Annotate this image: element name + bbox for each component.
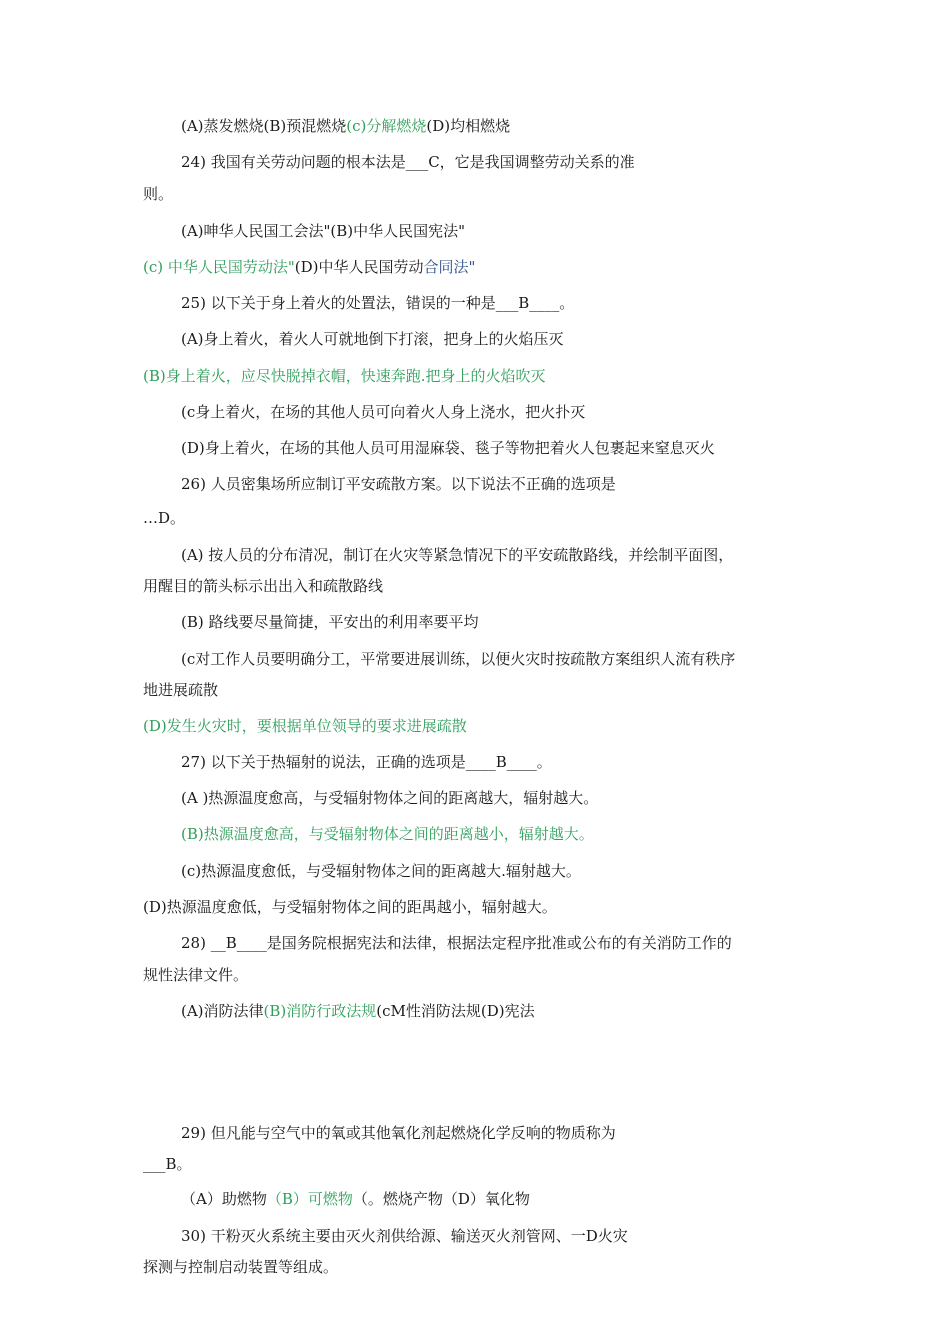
q29-stem: 29) 但凡能与空气中的氧或其他氧化剂起燃烧化学反响的物质称为 xyxy=(181,1124,616,1142)
q26-option-c: (c对工作人员要明确分工，平常要进展训练，以便火灾时按疏散方案组织人流有秩序 xyxy=(181,650,736,668)
q28-option-a: (A)消防法律 xyxy=(181,1002,264,1020)
q26-option-a: (A) 按人员的分布清况，制订在火灾等紧急情况下的平安疏散路线，并绘制平面图， xyxy=(181,546,734,564)
q27-option-b-answer: (B)热源温度愈高，与受辐射物体之间的距离越小，辐射越大。 xyxy=(181,825,594,843)
q26-stem-cont: …D。 xyxy=(143,509,186,527)
q24-options-a-b: (A)呻华人民国工会法"(B)中华人民国宪法" xyxy=(181,222,466,240)
q27-option-c: (c)热源温度愈低，与受辐射物体之间的距离越大.辐射越大。 xyxy=(181,862,581,880)
q25-option-a: (A)身上着火，着火人可就地倒下打滚，把身上的火焰压灭 xyxy=(181,330,564,348)
q24-options-c-d xyxy=(143,257,475,277)
q24-option-d-part1: (D)中华人民国劳动 xyxy=(294,258,424,276)
q28-option-b-answer: (B)消防行政法规 xyxy=(263,1002,377,1020)
q26-option-d-answer: (D)发生火灾时，要根据单位领导的要求进展疏散 xyxy=(143,717,467,735)
q26-option-c-cont: 地进展疏散 xyxy=(143,681,219,699)
q25-stem: 25) 以下关于身上着火的处置法，错误的一种是___B____。 xyxy=(181,294,575,312)
q29-options-line xyxy=(181,1189,530,1209)
q30-stem-cont: 探测与控制启动装置等组成。 xyxy=(143,1258,339,1276)
q26-stem: 26) 人员密集场所应制订平安疏散方案。以下说法不正确的选项是 xyxy=(181,475,616,493)
q25-option-d: (D)身上着火，在场的其他人员可用湿麻袋、毯子等物把着火人包裹起来窒息灭火 xyxy=(181,439,715,457)
q24-option-c-answer: (c) 中华人民国劳动法" xyxy=(143,258,295,276)
q27-option-a: (A )热源温度愈高，与受辐射物体之间的距离越大，辐射越大。 xyxy=(181,789,599,807)
q28-options-line xyxy=(181,1001,535,1021)
q24-option-d-part2: 合同法" xyxy=(423,258,476,276)
q29-stem-cont: ___B。 xyxy=(143,1155,192,1173)
q23-options-line xyxy=(181,116,510,136)
q23-option-d: (D)均相燃烧 xyxy=(426,117,511,135)
q29-option-c-d: （。燃烧产物（D）氧化物 xyxy=(352,1190,530,1208)
q26-option-a-cont: 用醒目的箭头标示出出入和疏散路线 xyxy=(143,577,384,595)
q28-option-c-d: (cM性消防法规(D)宪法 xyxy=(376,1002,535,1020)
q27-stem: 27) 以下关于热辐射的说法，正确的选项是____B____。 xyxy=(181,753,552,771)
q23-option-c-answer: (c)分解燃烧 xyxy=(346,117,427,135)
q28-stem-cont: 规性法律文件。 xyxy=(143,966,249,984)
q27-option-d: (D)热源温度愈低，与受辐射物体之间的距禺越小，辐射越大。 xyxy=(143,898,557,916)
q30-stem: 30) 干粉灭火系统主要由灭火剂供给源、输送灭火剂管网、一D火灾 xyxy=(181,1227,628,1245)
q24-stem-cont: 则。 xyxy=(143,185,174,203)
q26-option-b: (B) 路线要尽量简捷，平安出的利用率要平均 xyxy=(181,613,479,631)
q25-option-c: (c身上着火，在场的其他人员可向着火人身上浇水，把火扑灭 xyxy=(181,403,586,421)
q28-stem: 28) __B____是国务院根据宪法和法律，根据法定程序批准或公布的有关消防工作的 xyxy=(181,934,732,952)
q23-options-a-b: (A)蒸发燃烧(B)预混燃烧 xyxy=(181,117,347,135)
q24-stem: 24) 我国有关劳动问题的根本法是___C，它是我国调整劳动关系的准 xyxy=(181,153,635,171)
q29-option-a: （A）助燃物 xyxy=(181,1190,267,1208)
q29-option-b-answer: （B）可燃物 xyxy=(266,1190,353,1208)
q25-option-b-answer: (B)身上着火，应尽快脱掉衣帽，快速奔跑.把身上的火焰吹灭 xyxy=(143,367,546,385)
